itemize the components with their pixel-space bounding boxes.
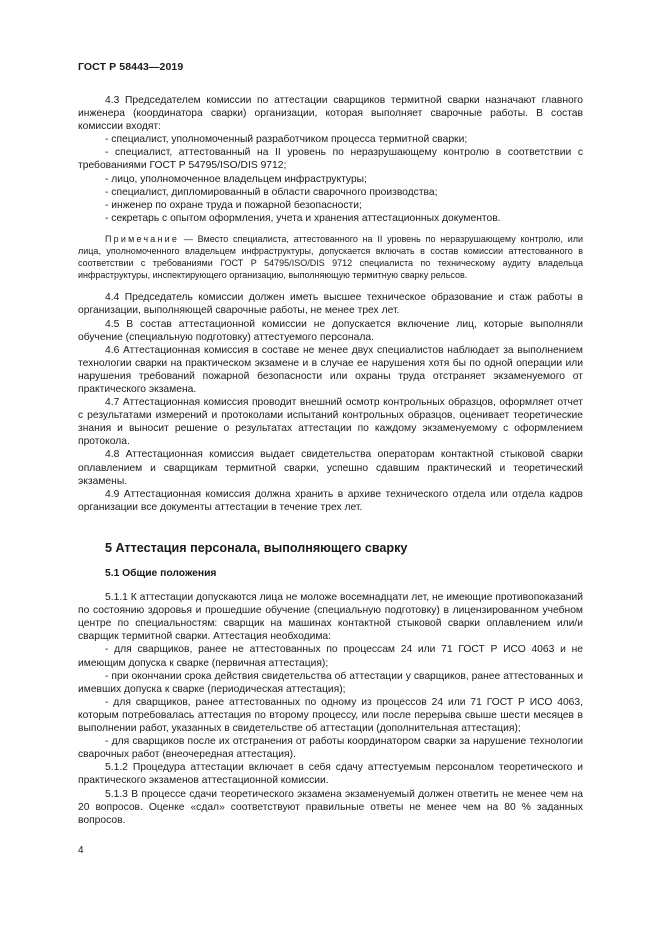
list-item: - специалист, уполномоченный разработчиком процесса термитной сварки; xyxy=(105,134,468,146)
list-item: - инженер по охране труда и пожарной безопасности; xyxy=(105,199,362,211)
paragraph-4-6: 4.6 Аттестационная комиссия в составе не менее двух специалистов наблюдает за выполнением технологии сварки на практическом экзамене и в случае ее нарушения хотя бы по одной операции или нарушения требований пожарной безопасности или охраны труда отстраняет экзаменуемого от практического экзамена. xyxy=(78,344,583,395)
list-item: - специалист, дипломированный в области сварочного производства; xyxy=(105,186,438,198)
note-label: Примечание xyxy=(105,233,180,244)
paragraph-4-5: 4.5 В состав аттестационной комиссии не допускается включение лиц, которые выполняли обучение (специальную подготовку) аттестуемого персонала. xyxy=(78,318,583,343)
paragraph-5-1-3: 5.1.3 В процессе сдачи теоретического экзамена экзаменуемый должен ответить не менее чем на 20 вопросов. Оценке «сдал» соответствуют правильные ответы не менее чем на 80 % заданных вопросов. xyxy=(78,788,583,826)
list-item: - для сварщиков после их отстранения от работы координатором сварки за нарушение технологии сварочных работ (внеочередная аттестация). xyxy=(78,736,583,761)
paragraph-5-1-2: 5.1.2 Процедура аттестации включает в себя сдачу аттестуемым персоналом теоретического и практического экзаменов аттестационной комиссии. xyxy=(78,762,583,787)
subsection-5-1-title: 5.1 Общие положения xyxy=(105,568,217,579)
note-text: — Вместо специалиста, аттестованного на II уровень по неразрушающему контролю, или лица, уполномоченного владельцем инфраструктуры, допускается включать в состав комиссии аттестованного в соответствии с требованиями ГОСТ Р 54795/ISO/DIS 9712 специалиста по техническому аудиту владельца инфраструктуры, инспектирующего организацию, выполняющую термитную сварку рельсов. xyxy=(78,233,583,281)
list-item: - для сварщиков, ранее не аттестованных по процессам 24 или 71 ГОСТ Р ИСО 4063 и не имеющим допуска к сварке (первичная аттестация); xyxy=(78,644,583,669)
paragraph-4-8: 4.8 Аттестационная комиссия выдает свидетельства операторам контактной стыковой сварки оплавлением и сварщикам термитной сварки, успешно сдавшим практический и теоретический экзамены. xyxy=(78,449,583,487)
list-item: - секретарь с опытом оформления, учета и хранения аттестационных документов. xyxy=(105,212,501,224)
paragraph-4-3: 4.3 Председателем комиссии по аттестации сварщиков термитной сварки назначают главного инженера (координатора сварки) организации, которая выполняет сварочные работы. В состав комиссии входят: xyxy=(78,95,583,133)
list-item: - лицо, уполномоченное владельцем инфраструктуры; xyxy=(105,173,367,185)
paragraph-4-7: 4.7 Аттестационная комиссия проводит внешний осмотр контрольных образцов, оформляет отчет с результатами измерений и протоколами испытаний контрольных образцов, оценивает теоретические знания и выносит решение о результатах аттестации по каждому экзаменуемому с оформлением протокола. xyxy=(78,397,583,448)
paragraph-5-1-1: 5.1.1 К аттестации допускаются лица не моложе восемнадцати лет, не имеющие противопоказаний по состоянию здоровья и прошедшие обучение (специальную подготовку) в лицензированном учебном центре по специальностям: сварщик на машинах контактной стыковой сварки оплавлением или/и сварщик термитной сварки. Аттестация необходима: xyxy=(78,592,583,643)
note xyxy=(78,233,583,281)
paragraph-4-4: 4.4 Председатель комиссии должен иметь высшее техническое образование и стаж работы в организации, выполняющей сварочные работы, не менее трех лет. xyxy=(78,292,583,317)
page-number: 4 xyxy=(78,845,84,856)
list-item: - при окончании срока действия свидетельства об аттестации у сварщиков, ранее аттестованных и имевших допуска к сварке (периодическая аттестация); xyxy=(78,670,583,695)
list-item: - специалист, аттестованный на II уровень по неразрушающему контролю в соответствии с требованиями ГОСТ Р 54795/ISO/DIS 9712; xyxy=(78,147,583,172)
paragraph-4-9: 4.9 Аттестационная комиссия должна хранить в архиве технического отдела или отдела кадров организации все документы аттестации в течение трех лет. xyxy=(78,488,583,513)
document-body xyxy=(78,94,583,827)
document-code-header: ГОСТ Р 58443—2019 xyxy=(78,61,184,73)
list-item: - для сварщиков, ранее аттестованных по одному из процессов 24 или 71 ГОСТ Р ИСО 4063, которым потребовалась аттестация по второму процессу, или после перерыва свыше шести месяцев в выполнении работ, указанных в свидетельстве об аттестации (дополнительная аттестация); xyxy=(78,696,583,735)
section-5-title: 5 Аттестация персонала, выполняющего сварку xyxy=(105,540,408,555)
